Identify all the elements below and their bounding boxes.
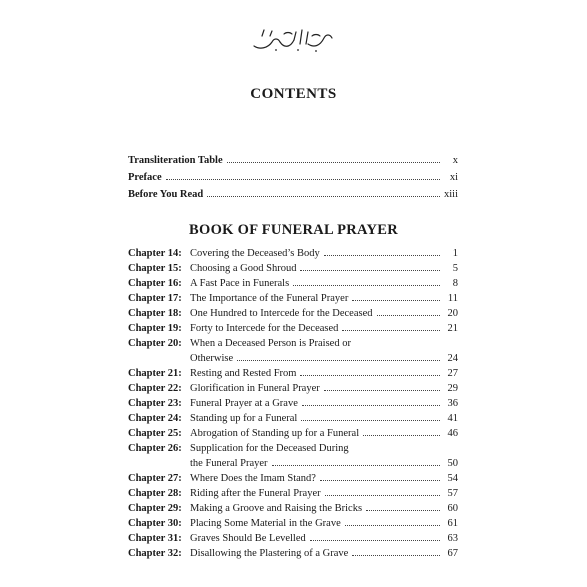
chapter-list [128, 246, 458, 561]
chapter-title: Resting and Rested From [190, 368, 297, 379]
toc-chapter-entry[interactable] [128, 396, 458, 411]
chapter-title: Funeral Prayer at a Grave [190, 398, 298, 409]
leader-dots [293, 284, 440, 286]
leader-dots [300, 374, 440, 376]
toc-chapter-entry-continued[interactable] [128, 456, 458, 471]
toc-page-number: 67 [447, 548, 458, 559]
toc-chapter-entry[interactable] [128, 546, 458, 561]
chapter-title: Graves Should Be Levelled [190, 533, 306, 544]
toc-chapter-entry[interactable] [128, 261, 458, 276]
toc-entry-preface[interactable] [128, 169, 458, 186]
leader-dots [363, 434, 440, 436]
leader-dots [325, 494, 440, 496]
toc-page-number: 41 [447, 413, 458, 424]
chapter-number: Chapter 25: [128, 428, 182, 439]
toc-page-number: 1 [452, 248, 458, 259]
basmala-calligraphy-icon [250, 26, 334, 54]
toc-page-number: 63 [447, 533, 458, 544]
chapter-title: Placing Some Material in the Grave [190, 518, 341, 529]
toc-page-number: 60 [447, 503, 458, 514]
leader-dots [227, 161, 440, 163]
leader-dots [207, 195, 440, 197]
toc-chapter-entry[interactable] [128, 366, 458, 381]
chapter-number: Chapter 20: [128, 338, 182, 349]
chapter-number: Chapter 18: [128, 308, 182, 319]
chapter-title: A Fast Pace in Funerals [190, 278, 290, 289]
toc-chapter-entry[interactable] [128, 486, 458, 501]
leader-dots [324, 254, 440, 256]
toc-page-number: 46 [447, 428, 458, 439]
toc-page-number: 24 [447, 353, 458, 364]
toc-page-number: 5 [452, 263, 458, 274]
toc-chapter-entry[interactable] [128, 471, 458, 486]
chapter-number: Chapter 23: [128, 398, 182, 409]
toc-chapter-entry[interactable] [128, 306, 458, 321]
chapter-title: Forty to Intercede for the Deceased [190, 323, 339, 334]
leader-dots [345, 524, 440, 526]
chapter-title: Supplication for the Deceased During [190, 443, 349, 454]
toc-entry-label: Transliteration Table [128, 155, 223, 166]
toc-page-number: x [452, 155, 458, 166]
toc-page-number: 50 [447, 458, 458, 469]
chapter-title: Where Does the Imam Stand? [190, 473, 316, 484]
chapter-title: Abrogation of Standing up for a Funeral [190, 428, 360, 439]
toc-page-number: 54 [447, 473, 458, 484]
chapter-title: Riding after the Funeral Prayer [190, 488, 321, 499]
chapter-title: Choosing a Good Shroud [190, 263, 297, 274]
chapter-number: Chapter 24: [128, 413, 182, 424]
leader-dots [272, 464, 440, 466]
chapter-number: Chapter 27: [128, 473, 182, 484]
chapter-number: Chapter 17: [128, 293, 182, 304]
toc-page-number: 21 [447, 323, 458, 334]
chapter-number: Chapter 21: [128, 368, 182, 379]
toc-entry-before-you-read[interactable] [128, 186, 458, 203]
chapter-title-continued: Otherwise [190, 353, 234, 364]
toc-chapter-entry-continued[interactable] [128, 351, 458, 366]
leader-dots [352, 299, 440, 301]
contents-title: CONTENTS [250, 86, 337, 102]
toc-entry-label: Before You Read [128, 189, 204, 200]
chapter-number: Chapter 19: [128, 323, 182, 334]
toc-chapter-entry[interactable] [128, 501, 458, 516]
leader-dots [166, 178, 440, 180]
chapter-title: One Hundred to Intercede for the Deceased [190, 308, 373, 319]
chapter-number: Chapter 30: [128, 518, 182, 529]
leader-dots [237, 359, 440, 361]
leader-dots [377, 314, 441, 316]
section-title: BOOK OF FUNERAL PRAYER [189, 222, 398, 238]
toc-page-number: 20 [447, 308, 458, 319]
leader-dots [302, 404, 440, 406]
toc-chapter-entry[interactable] [128, 426, 458, 441]
toc-entry-transliteration[interactable] [128, 152, 458, 169]
chapter-number: Chapter 28: [128, 488, 182, 499]
toc-chapter-entry[interactable] [128, 276, 458, 291]
chapter-number: Chapter 31: [128, 533, 182, 544]
leader-dots [366, 509, 440, 511]
chapter-number: Chapter 16: [128, 278, 182, 289]
toc-chapter-entry[interactable] [128, 381, 458, 396]
leader-dots [300, 269, 440, 271]
toc-chapter-entry[interactable] [128, 246, 458, 261]
toc-chapter-entry[interactable] [128, 531, 458, 546]
chapter-number: Chapter 15: [128, 263, 182, 274]
toc-chapter-entry[interactable] [128, 336, 458, 351]
leader-dots [352, 554, 440, 556]
chapter-number: Chapter 32: [128, 548, 182, 559]
chapter-number: Chapter 26: [128, 443, 182, 454]
toc-page-number: xiii [443, 189, 458, 200]
toc-page-number: 29 [447, 383, 458, 394]
toc-page-number: 61 [447, 518, 458, 529]
chapter-title-continued: the Funeral Prayer [190, 458, 268, 469]
toc-page-number: xi [449, 172, 458, 183]
chapter-title: When a Deceased Person is Praised or [190, 338, 351, 349]
chapter-title: Glorification in Funeral Prayer [190, 383, 320, 394]
toc-page-number: 57 [447, 488, 458, 499]
toc-chapter-entry[interactable] [128, 291, 458, 306]
chapter-number: Chapter 14: [128, 248, 182, 259]
toc-page-number: 8 [452, 278, 458, 289]
toc-entry-label: Preface [128, 172, 162, 183]
toc-chapter-entry[interactable] [128, 411, 458, 426]
toc-page-number: 11 [447, 293, 458, 304]
leader-dots [301, 419, 440, 421]
toc-chapter-entry[interactable] [128, 516, 458, 531]
chapter-title: Standing up for a Funeral [190, 413, 298, 424]
toc-page-number: 36 [447, 398, 458, 409]
chapter-number: Chapter 22: [128, 383, 182, 394]
chapter-title: Disallowing the Plastering of a Grave [190, 548, 349, 559]
toc-chapter-entry[interactable] [128, 441, 458, 456]
leader-dots [342, 329, 440, 331]
chapter-number: Chapter 29: [128, 503, 182, 514]
chapter-title: Making a Groove and Raising the Bricks [190, 503, 363, 514]
toc-page-number: 27 [447, 368, 458, 379]
front-matter-list [128, 152, 458, 203]
chapter-title: The Importance of the Funeral Prayer [190, 293, 349, 304]
leader-dots [320, 479, 440, 481]
chapter-title: Covering the Deceased’s Body [190, 248, 320, 259]
toc-chapter-entry[interactable] [128, 321, 458, 336]
leader-dots [324, 389, 440, 391]
leader-dots [310, 539, 440, 541]
